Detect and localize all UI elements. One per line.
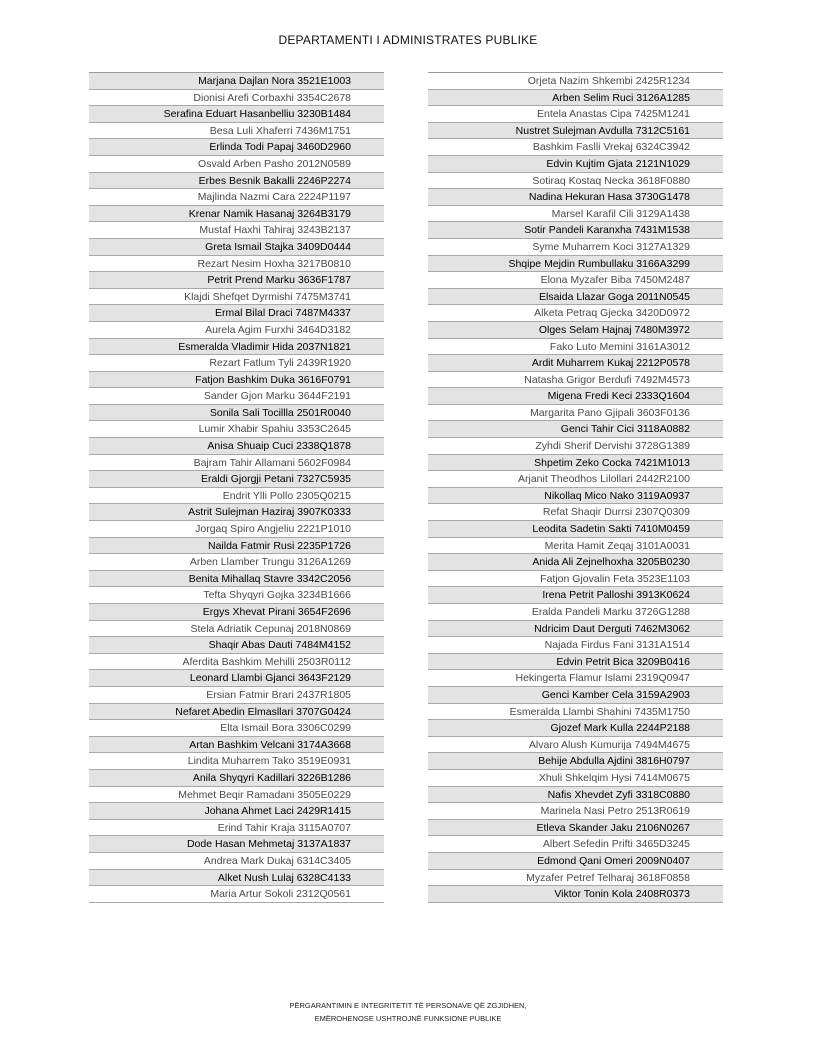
- list-item: Shaqir Abas Dauti 7484M4152: [89, 637, 384, 654]
- list-item: Eralda Pandeli Marku 3726G1288: [428, 604, 723, 621]
- list-item: Zyhdi Sherif Dervishi 3728G1389: [428, 438, 723, 455]
- list-item: Sotiraq Kostaq Necka 3618F0880: [428, 173, 723, 190]
- list-item: Leodita Sadetin Sakti 7410M0459: [428, 521, 723, 538]
- list-item: Myzafer Petref Telharaj 3618F0858: [428, 870, 723, 887]
- list-item: Serafina Eduart Hasanbelliu 3230B1484: [89, 106, 384, 123]
- list-item: Rezart Nesim Hoxha 3217B0810: [89, 256, 384, 273]
- list-item: Shpetim Zeko Cocka 7421M1013: [428, 455, 723, 472]
- list-item: Bashkim Faslli Vrekaj 6324C3942: [428, 139, 723, 156]
- list-item: Orjeta Nazim Shkembi 2425R1234: [428, 73, 723, 90]
- list-item: Viktor Tonin Kola 2408R0373: [428, 886, 723, 903]
- list-item: Klajdi Shefqet Dyrmishi 7475M3741: [89, 289, 384, 306]
- list-item: Edvin Kujtim Gjata 2121N1029: [428, 156, 723, 173]
- list-item: Esmeralda Llambi Shahini 7435M1750: [428, 704, 723, 721]
- list-item: Marinela Nasi Petro 2513R0619: [428, 803, 723, 820]
- list-item: Ersian Fatmir Brari 2437R1805: [89, 687, 384, 704]
- list-item: Alketa Petraq Gjecka 3420D0972: [428, 305, 723, 322]
- list-item: Migena Fredi Keci 2333Q1604: [428, 388, 723, 405]
- list-item: Eraldi Gjorgji Petani 7327C5935: [89, 471, 384, 488]
- list-item: Ergys Xhevat Pirani 3654F2696: [89, 604, 384, 621]
- list-item: Ardit Muharrem Kukaj 2212P0578: [428, 355, 723, 372]
- list-item: Erind Tahir Kraja 3115A0707: [89, 820, 384, 837]
- list-item: Arjanit Theodhos Lilollari 2442R2100: [428, 471, 723, 488]
- list-item: Aurela Agim Furxhi 3464D3182: [89, 322, 384, 339]
- footer: [0, 999, 816, 1025]
- list-item: Krenar Namik Hasanaj 3264B3179: [89, 206, 384, 223]
- list-item: Leonard Llambi Gjanci 3643F2129: [89, 670, 384, 687]
- left-name-list: [89, 72, 384, 903]
- list-item: Erlinda Todi Papaj 3460D2960: [89, 139, 384, 156]
- list-item: Olges Selam Hajnaj 7480M3972: [428, 322, 723, 339]
- right-name-list: [428, 72, 723, 903]
- list-item: Marsel Karafil Cili 3129A1438: [428, 206, 723, 223]
- list-item: Elsaida Llazar Goga 2011N0545: [428, 289, 723, 306]
- list-item: Fako Luto Memini 3161A3012: [428, 339, 723, 356]
- list-item: Mustaf Haxhi Tahiraj 3243B2137: [89, 222, 384, 239]
- list-item: Greta Ismail Stajka 3409D0444: [89, 239, 384, 256]
- list-item: Entela Anastas Cipa 7425M1241: [428, 106, 723, 123]
- list-item: Stela Adriatik Cepunaj 2018N0869: [89, 621, 384, 638]
- list-item: Astrit Sulejman Haziraj 3907K0333: [89, 504, 384, 521]
- list-item: Sotir Pandeli Karanxha 7431M1538: [428, 222, 723, 239]
- list-item: Dode Hasan Mehmetaj 3137A1837: [89, 836, 384, 853]
- list-item: Genci Tahir Cici 3118A0882: [428, 421, 723, 438]
- list-item: Endrit Ylli Pollo 2305Q0215: [89, 488, 384, 505]
- list-item: Lindita Muharrem Tako 3519E0931: [89, 753, 384, 770]
- list-item: Sander Gjon Marku 3644F2191: [89, 388, 384, 405]
- list-item: Fatjon Bashkim Duka 3616F0791: [89, 372, 384, 389]
- list-item: Bajram Tahir Allamani 5602F0984: [89, 455, 384, 472]
- list-item: Syme Muharrem Koci 3127A1329: [428, 239, 723, 256]
- list-item: Petrit Prend Marku 3636F1787: [89, 272, 384, 289]
- list-item: Esmeralda Vladimir Hida 2037N1821: [89, 339, 384, 356]
- list-item: Artan Bashkim Velcani 3174A3668: [89, 737, 384, 754]
- list-item: Nailda Fatmir Rusi 2235P1726: [89, 538, 384, 555]
- list-item: Nadina Hekuran Hasa 3730G1478: [428, 189, 723, 206]
- list-item: Arben Selim Ruci 3126A1285: [428, 90, 723, 107]
- list-item: Nikollaq Mico Nako 3119A0937: [428, 488, 723, 505]
- list-item: Hekingerta Flamur Islami 2319Q0947: [428, 670, 723, 687]
- list-item: Dionisi Arefi Corbaxhi 3354C2678: [89, 90, 384, 107]
- list-item: Mehmet Beqir Ramadani 3505E0229: [89, 787, 384, 804]
- list-item: Rezart Fatlum Tyli 2439R1920: [89, 355, 384, 372]
- list-item: Lumir Xhabir Spahiu 3353C2645: [89, 421, 384, 438]
- list-item: Sonila Sali Tocillla 2501R0040: [89, 405, 384, 422]
- list-item: Erbes Besnik Bakalli 2246P2274: [89, 173, 384, 190]
- page-title: DEPARTAMENTI I ADMINISTRATES PUBLIKE: [278, 33, 538, 47]
- list-item: Majlinda Nazmi Cara 2224P1197: [89, 189, 384, 206]
- list-item: Margarita Pano Gjipali 3603F0136: [428, 405, 723, 422]
- list-item: Nafis Xhevdet Zyfi 3318C0880: [428, 787, 723, 804]
- list-item: Anila Shyqyri Kadillari 3226B1286: [89, 770, 384, 787]
- list-item: Aferdita Bashkim Mehilli 2503R0112: [89, 654, 384, 671]
- footer-line-1: PËRGARANTIMIN E INTEGRITETIT TË PERSONAVE QË ZGJIDHEN,: [289, 1001, 527, 1010]
- list-item: Elta Ismail Bora 3306C0299: [89, 720, 384, 737]
- list-item: Jorgaq Spiro Angjeliu 2221P1010: [89, 521, 384, 538]
- list-item: Albert Sefedin Prifti 3465D3245: [428, 836, 723, 853]
- list-item: Xhuli Shkelqim Hysi 7414M0675: [428, 770, 723, 787]
- list-item: Refat Shaqir Durrsi 2307Q0309: [428, 504, 723, 521]
- list-item: Tefta Shyqyri Gojka 3234B1666: [89, 587, 384, 604]
- list-item: Ermal Bilal Draci 7487M4337: [89, 305, 384, 322]
- list-item: Andrea Mark Dukaj 6314C3405: [89, 853, 384, 870]
- list-item: Najada Firdus Fani 3131A1514: [428, 637, 723, 654]
- list-item: Anida Ali Zejnelhoxha 3205B0230: [428, 554, 723, 571]
- footer-line-2: EMËROHENOSE USHTROJNË FUNKSIONE PUBLIKE: [314, 1014, 502, 1023]
- list-item: Nustret Sulejman Avdulla 7312C5161: [428, 123, 723, 140]
- list-item: Johana Ahmet Laci 2429R1415: [89, 803, 384, 820]
- list-item: Edvin Petrit Bica 3209B0416: [428, 654, 723, 671]
- list-item: Elona Myzafer Biba 7450M2487: [428, 272, 723, 289]
- list-item: Merita Hamit Zeqaj 3101A0031: [428, 538, 723, 555]
- list-item: Anisa Shuaip Cuci 2338Q1878: [89, 438, 384, 455]
- list-item: Etleva Skander Jaku 2106N0267: [428, 820, 723, 837]
- list-item: Genci Kamber Cela 3159A2903: [428, 687, 723, 704]
- list-item: Shqipe Mejdin Rumbullaku 3166A3299: [428, 256, 723, 273]
- list-item: Arben Llamber Trungu 3126A1269: [89, 554, 384, 571]
- list-item: Gjozef Mark Kulla 2244P2188: [428, 720, 723, 737]
- list-item: Marjana Dajlan Nora 3521E1003: [89, 73, 384, 90]
- list-item: Natasha Grigor Berdufi 7492M4573: [428, 372, 723, 389]
- list-item: Besa Luli Xhaferri 7436M1751: [89, 123, 384, 140]
- list-item: Behije Abdulla Ajdini 3816H0797: [428, 753, 723, 770]
- list-item: Irena Petrit Palloshi 3913K0624: [428, 587, 723, 604]
- list-item: Alket Nush Lulaj 6328C4133: [89, 870, 384, 887]
- list-item: Alvaro Alush Kumurija 7494M4675: [428, 737, 723, 754]
- list-item: Fatjon Gjovalin Feta 3523E1103: [428, 571, 723, 588]
- list-item: Nefaret Abedin Elmasllari 3707G0424: [89, 704, 384, 721]
- list-item: Benita Mihallaq Stavre 3342C2056: [89, 571, 384, 588]
- list-item: Ndricim Daut Derguti 7462M3062: [428, 621, 723, 638]
- list-item: Edmond Qani Omeri 2009N0407: [428, 853, 723, 870]
- list-item: Maria Artur Sokoli 2312Q0561: [89, 886, 384, 903]
- list-item: Osvald Arben Pasho 2012N0589: [89, 156, 384, 173]
